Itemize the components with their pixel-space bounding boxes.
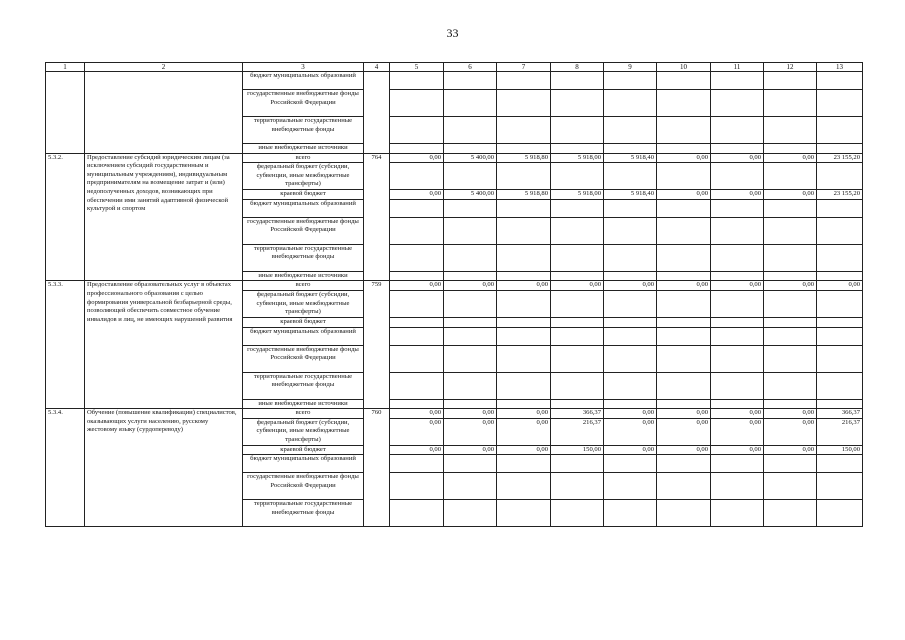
value-cell <box>604 144 657 154</box>
value-cell <box>551 90 604 117</box>
funding-source-cell: иные внебюджетные источники <box>243 144 364 154</box>
value-cell <box>497 473 551 500</box>
value-cell: 216,37 <box>817 418 863 445</box>
value-cell <box>604 327 657 345</box>
value-cell <box>497 271 551 281</box>
value-cell <box>444 345 497 372</box>
value-cell <box>817 271 863 281</box>
value-cell <box>657 199 711 217</box>
funding-source-cell: бюджет муниципальных образований <box>243 327 364 345</box>
value-cell <box>711 144 764 154</box>
value-cell <box>711 244 764 271</box>
value-cell <box>657 290 711 317</box>
value-cell <box>497 117 551 144</box>
value-cell <box>817 500 863 527</box>
value-cell <box>551 217 604 244</box>
value-cell <box>817 217 863 244</box>
value-cell <box>497 327 551 345</box>
value-cell <box>551 144 604 154</box>
value-cell <box>764 144 817 154</box>
value-cell <box>390 163 444 190</box>
value-cell: 0,00 <box>444 418 497 445</box>
value-cell <box>711 372 764 399</box>
value-cell: 0,00 <box>764 281 817 291</box>
column-header-6: 6 <box>444 63 497 72</box>
value-cell <box>551 72 604 90</box>
value-cell <box>497 244 551 271</box>
value-cell <box>764 473 817 500</box>
funding-source-cell: краевой бюджет <box>243 445 364 455</box>
funding-source-cell: всего <box>243 153 364 163</box>
value-cell <box>657 455 711 473</box>
value-cell <box>657 90 711 117</box>
value-cell <box>711 271 764 281</box>
value-cell <box>657 244 711 271</box>
value-cell: 0,00 <box>711 281 764 291</box>
value-cell <box>657 163 711 190</box>
funding-source-cell: федеральный бюджет (субсидии, субвенции, иные межбюджетные трансферты) <box>243 163 364 190</box>
value-cell: 0,00 <box>604 409 657 419</box>
value-cell <box>764 290 817 317</box>
value-cell: 0,00 <box>764 190 817 200</box>
value-cell <box>604 399 657 409</box>
column-header-8: 8 <box>551 63 604 72</box>
item-number-cell: 5.3.4. <box>46 409 85 527</box>
value-cell: 5 918,40 <box>604 190 657 200</box>
value-cell <box>711 290 764 317</box>
funding-source-cell: краевой бюджет <box>243 190 364 200</box>
funding-source-cell: иные внебюджетные источники <box>243 271 364 281</box>
value-cell: 150,00 <box>817 445 863 455</box>
value-cell <box>497 144 551 154</box>
value-cell <box>551 399 604 409</box>
value-cell: 23 155,20 <box>817 190 863 200</box>
value-cell <box>657 327 711 345</box>
value-cell <box>444 500 497 527</box>
funding-source-cell: территориальные государственные внебюджетные фонды <box>243 117 364 144</box>
value-cell <box>390 473 444 500</box>
value-cell <box>390 399 444 409</box>
funding-source-cell: территориальные государственные внебюджетные фонды <box>243 500 364 527</box>
value-cell <box>604 72 657 90</box>
value-cell <box>817 163 863 190</box>
value-cell <box>551 290 604 317</box>
value-cell <box>817 290 863 317</box>
value-cell <box>817 244 863 271</box>
value-cell <box>444 244 497 271</box>
value-cell <box>817 399 863 409</box>
value-cell: 0,00 <box>390 153 444 163</box>
value-cell <box>817 327 863 345</box>
value-cell <box>604 455 657 473</box>
value-cell <box>764 199 817 217</box>
value-cell <box>497 455 551 473</box>
value-cell: 0,00 <box>711 418 764 445</box>
column-header-11: 11 <box>711 63 764 72</box>
value-cell <box>390 327 444 345</box>
item-name-cell: Предоставление субсидий юридическим лицам (за исключением субсидий государственным и муниципальным учреждениям), индивидуальным предпринимателям на возмещение затрат и (или) недополученных доходов, возникающих при обеспечении ими занятий адаптивной физической культурой и спортом <box>85 153 243 281</box>
value-cell <box>817 473 863 500</box>
value-cell: 366,37 <box>817 409 863 419</box>
value-cell <box>817 345 863 372</box>
carry-number-cell <box>46 72 85 154</box>
value-cell <box>604 90 657 117</box>
value-cell <box>551 199 604 217</box>
value-cell <box>497 72 551 90</box>
column-header-10: 10 <box>657 63 711 72</box>
budget-table <box>45 62 863 527</box>
value-cell: 216,37 <box>551 418 604 445</box>
table-row <box>46 281 863 291</box>
funding-source-cell: государственные внебюджетные фонды Российской Федерации <box>243 473 364 500</box>
value-cell <box>551 327 604 345</box>
value-cell <box>711 473 764 500</box>
value-cell <box>711 90 764 117</box>
value-cell <box>497 163 551 190</box>
value-cell <box>604 290 657 317</box>
value-cell <box>444 90 497 117</box>
value-cell <box>711 163 764 190</box>
value-cell <box>604 500 657 527</box>
value-cell <box>604 117 657 144</box>
header-row <box>46 63 863 72</box>
value-cell: 0,00 <box>711 409 764 419</box>
funding-source-cell: государственные внебюджетные фонды Российской Федерации <box>243 217 364 244</box>
value-cell: 0,00 <box>390 190 444 200</box>
value-cell <box>764 345 817 372</box>
value-cell: 5 918,80 <box>497 190 551 200</box>
funding-source-cell: бюджет муниципальных образований <box>243 72 364 90</box>
column-header-7: 7 <box>497 63 551 72</box>
value-cell <box>711 199 764 217</box>
value-cell <box>817 90 863 117</box>
value-cell <box>764 72 817 90</box>
value-cell: 5 918,80 <box>497 153 551 163</box>
table-body <box>46 63 863 527</box>
value-cell <box>817 72 863 90</box>
value-cell <box>657 372 711 399</box>
value-cell <box>551 317 604 327</box>
value-cell <box>764 271 817 281</box>
funding-source-cell: иные внебюджетные источники <box>243 399 364 409</box>
value-cell: 150,00 <box>551 445 604 455</box>
value-cell <box>764 500 817 527</box>
carry-code-cell <box>364 72 390 154</box>
item-number-cell: 5.3.3. <box>46 281 85 409</box>
funding-source-cell: всего <box>243 409 364 419</box>
value-cell <box>390 290 444 317</box>
funding-source-cell: федеральный бюджет (субсидии, субвенции, иные межбюджетные трансферты) <box>243 418 364 445</box>
value-cell: 0,00 <box>390 418 444 445</box>
item-name-cell: Предоставление образовательных услуг в объектах профессионального образования с целью формирования универсальной безбарьерной среды, позволяющей обеспечить совместное обучение инвалидов и лиц, не имеющих нарушений развития <box>85 281 243 409</box>
value-cell <box>711 327 764 345</box>
value-cell: 0,00 <box>657 409 711 419</box>
value-cell <box>604 345 657 372</box>
value-cell <box>551 455 604 473</box>
value-cell <box>444 163 497 190</box>
value-cell: 0,00 <box>711 153 764 163</box>
value-cell: 0,00 <box>711 190 764 200</box>
funding-source-cell: федеральный бюджет (субсидии, субвенции, иные межбюджетные трансферты) <box>243 290 364 317</box>
value-cell: 0,00 <box>764 153 817 163</box>
value-cell <box>711 500 764 527</box>
value-cell: 0,00 <box>657 190 711 200</box>
value-cell <box>817 372 863 399</box>
item-number-cell: 5.3.2. <box>46 153 85 281</box>
funding-source-cell: бюджет муниципальных образований <box>243 455 364 473</box>
column-header-3: 3 <box>243 63 364 72</box>
value-cell <box>764 372 817 399</box>
value-cell <box>444 199 497 217</box>
value-cell <box>444 372 497 399</box>
value-cell <box>390 271 444 281</box>
value-cell: 0,00 <box>604 445 657 455</box>
table-row <box>46 153 863 163</box>
value-cell: 5 918,40 <box>604 153 657 163</box>
funding-source-cell: государственные внебюджетные фонды Российской Федерации <box>243 345 364 372</box>
value-cell: 5 400,00 <box>444 190 497 200</box>
item-code-cell: 759 <box>364 281 390 409</box>
value-cell <box>711 345 764 372</box>
funding-source-cell: территориальные государственные внебюджетные фонды <box>243 244 364 271</box>
funding-source-cell: государственные внебюджетные фонды Российской Федерации <box>243 90 364 117</box>
value-cell <box>444 144 497 154</box>
value-cell <box>390 199 444 217</box>
value-cell <box>551 163 604 190</box>
item-code-cell: 764 <box>364 153 390 281</box>
value-cell <box>551 271 604 281</box>
column-header-13: 13 <box>817 63 863 72</box>
value-cell <box>711 455 764 473</box>
value-cell <box>657 271 711 281</box>
value-cell: 0,00 <box>817 281 863 291</box>
column-header-9: 9 <box>604 63 657 72</box>
column-header-1: 1 <box>46 63 85 72</box>
value-cell <box>444 217 497 244</box>
value-cell: 0,00 <box>497 281 551 291</box>
value-cell: 5 918,00 <box>551 153 604 163</box>
funding-source-cell: всего <box>243 281 364 291</box>
value-cell <box>390 117 444 144</box>
value-cell <box>764 217 817 244</box>
value-cell <box>711 317 764 327</box>
funding-source-cell: бюджет муниципальных образований <box>243 199 364 217</box>
value-cell: 0,00 <box>444 409 497 419</box>
value-cell <box>657 144 711 154</box>
value-cell <box>817 199 863 217</box>
value-cell <box>817 117 863 144</box>
value-cell <box>551 244 604 271</box>
funding-source-cell: краевой бюджет <box>243 317 364 327</box>
value-cell: 0,00 <box>657 281 711 291</box>
value-cell <box>444 317 497 327</box>
value-cell: 0,00 <box>390 445 444 455</box>
value-cell <box>657 72 711 90</box>
value-cell: 0,00 <box>444 445 497 455</box>
value-cell: 366,37 <box>551 409 604 419</box>
value-cell <box>657 317 711 327</box>
value-cell <box>764 163 817 190</box>
item-code-cell: 760 <box>364 409 390 527</box>
value-cell <box>444 290 497 317</box>
value-cell <box>657 500 711 527</box>
value-cell: 0,00 <box>390 281 444 291</box>
value-cell: 0,00 <box>711 445 764 455</box>
value-cell <box>764 455 817 473</box>
table-row <box>46 409 863 419</box>
value-cell <box>711 217 764 244</box>
value-cell <box>497 199 551 217</box>
value-cell: 0,00 <box>657 153 711 163</box>
value-cell <box>764 90 817 117</box>
value-cell <box>604 372 657 399</box>
value-cell <box>497 317 551 327</box>
value-cell: 5 400,00 <box>444 153 497 163</box>
value-cell <box>390 144 444 154</box>
value-cell: 0,00 <box>604 281 657 291</box>
value-cell <box>497 217 551 244</box>
value-cell <box>817 317 863 327</box>
value-cell <box>657 217 711 244</box>
value-cell <box>711 72 764 90</box>
value-cell <box>711 399 764 409</box>
value-cell <box>604 217 657 244</box>
value-cell <box>817 144 863 154</box>
value-cell: 0,00 <box>551 281 604 291</box>
value-cell <box>444 327 497 345</box>
value-cell: 5 918,00 <box>551 190 604 200</box>
value-cell <box>551 117 604 144</box>
value-cell <box>444 473 497 500</box>
value-cell <box>657 473 711 500</box>
value-cell <box>497 345 551 372</box>
value-cell <box>497 90 551 117</box>
value-cell <box>390 317 444 327</box>
value-cell <box>604 317 657 327</box>
value-cell <box>390 90 444 117</box>
value-cell <box>551 500 604 527</box>
item-name-cell: Обучение (повышение квалификации) специалистов, оказывающих услуги населению, русскому жестовому языку (сурдопереводу) <box>85 409 243 527</box>
value-cell <box>551 372 604 399</box>
value-cell <box>444 117 497 144</box>
funding-source-cell: территориальные государственные внебюджетные фонды <box>243 372 364 399</box>
value-cell <box>444 72 497 90</box>
value-cell: 0,00 <box>764 445 817 455</box>
value-cell <box>817 455 863 473</box>
value-cell <box>764 317 817 327</box>
value-cell: 0,00 <box>657 418 711 445</box>
value-cell <box>497 372 551 399</box>
table-row <box>46 72 863 90</box>
value-cell <box>497 399 551 409</box>
value-cell <box>390 345 444 372</box>
value-cell <box>390 500 444 527</box>
value-cell <box>711 117 764 144</box>
column-header-12: 12 <box>764 63 817 72</box>
value-cell <box>497 500 551 527</box>
value-cell: 0,00 <box>390 409 444 419</box>
value-cell: 0,00 <box>764 418 817 445</box>
value-cell <box>604 271 657 281</box>
value-cell <box>657 345 711 372</box>
value-cell <box>390 217 444 244</box>
value-cell: 23 155,20 <box>817 153 863 163</box>
value-cell <box>551 345 604 372</box>
value-cell <box>657 399 711 409</box>
column-header-2: 2 <box>85 63 243 72</box>
value-cell <box>604 244 657 271</box>
value-cell <box>390 72 444 90</box>
value-cell <box>604 473 657 500</box>
column-header-5: 5 <box>390 63 444 72</box>
value-cell: 0,00 <box>497 418 551 445</box>
value-cell: 0,00 <box>604 418 657 445</box>
column-header-4: 4 <box>364 63 390 72</box>
value-cell <box>390 372 444 399</box>
value-cell <box>604 199 657 217</box>
carry-name-cell <box>85 72 243 154</box>
value-cell <box>764 327 817 345</box>
value-cell <box>764 399 817 409</box>
value-cell <box>390 244 444 271</box>
value-cell: 0,00 <box>497 445 551 455</box>
value-cell: 0,00 <box>444 281 497 291</box>
page-number: 33 <box>446 26 459 40</box>
value-cell: 0,00 <box>497 409 551 419</box>
value-cell <box>390 455 444 473</box>
value-cell <box>657 117 711 144</box>
value-cell <box>604 163 657 190</box>
value-cell <box>764 244 817 271</box>
value-cell <box>551 473 604 500</box>
value-cell <box>444 271 497 281</box>
value-cell <box>444 455 497 473</box>
value-cell <box>497 290 551 317</box>
value-cell <box>444 399 497 409</box>
value-cell <box>764 117 817 144</box>
value-cell: 0,00 <box>764 409 817 419</box>
value-cell: 0,00 <box>657 445 711 455</box>
